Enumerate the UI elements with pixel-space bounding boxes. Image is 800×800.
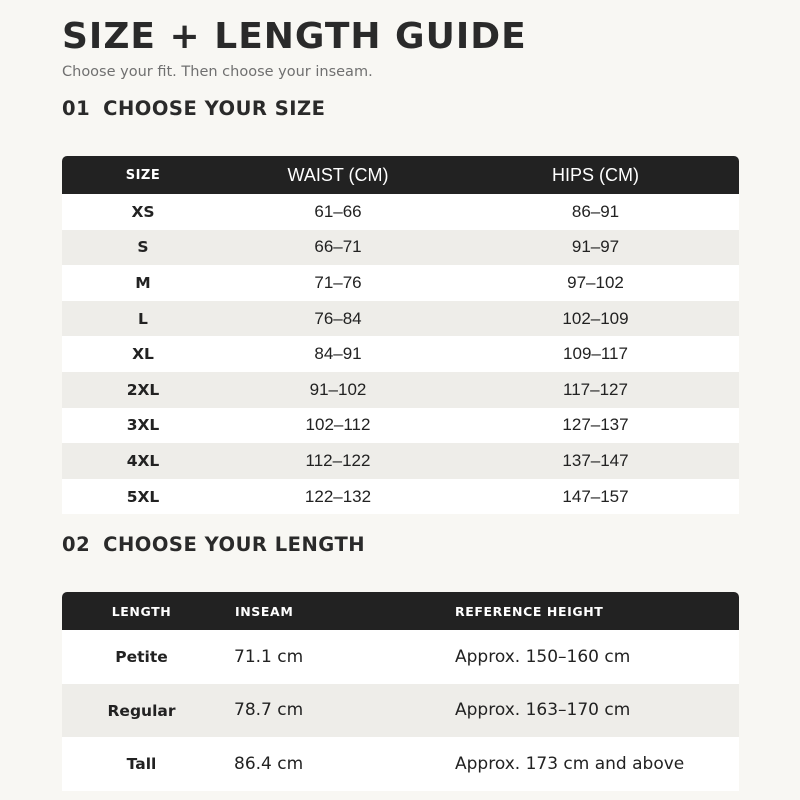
length-label: Petite: [62, 630, 221, 684]
hips-value: 147–157: [452, 479, 739, 515]
inseam-value: 86.4 cm: [221, 737, 441, 791]
length-label: Tall: [62, 737, 221, 791]
hips-value: 97–102: [452, 265, 739, 301]
length-row: [62, 684, 739, 738]
waist-value: 112–122: [224, 443, 452, 479]
hips-value: 127–137: [452, 408, 739, 444]
size-row: [62, 372, 739, 408]
reference-height-value: Approx. 163–170 cm: [441, 684, 739, 738]
length-section-title: [62, 533, 365, 556]
size-row: [62, 301, 739, 337]
size-label: M: [62, 265, 224, 301]
waist-value: 61–66: [224, 194, 452, 230]
hips-value: 137–147: [452, 443, 739, 479]
size-label: L: [62, 301, 224, 337]
size-label: 5XL: [62, 479, 224, 515]
hips-value: 102–109: [452, 301, 739, 337]
size-table: [62, 156, 739, 514]
size-row: [62, 443, 739, 479]
size-label: XS: [62, 194, 224, 230]
size-row: [62, 230, 739, 266]
hips-column-header: HIPS (CM): [452, 156, 739, 194]
inseam-value: 78.7 cm: [221, 684, 441, 738]
size-section-title: [62, 97, 325, 120]
size-row: [62, 265, 739, 301]
waist-value: 102–112: [224, 408, 452, 444]
size-row: [62, 336, 739, 372]
waist-value: 66–71: [224, 230, 452, 266]
hips-value: 109–117: [452, 336, 739, 372]
length-table: [62, 592, 739, 791]
waist-value: 76–84: [224, 301, 452, 337]
waist-column-header: WAIST (CM): [224, 156, 452, 194]
length-row: [62, 737, 739, 791]
reference-height-value: Approx. 173 cm and above: [441, 737, 739, 791]
inseam-column-header: INSEAM: [221, 592, 441, 630]
hips-value: 117–127: [452, 372, 739, 408]
length-table-header: [62, 592, 739, 630]
length-label: Regular: [62, 684, 221, 738]
size-section-number: 01: [62, 97, 91, 120]
size-label: 2XL: [62, 372, 224, 408]
size-column-header: SIZE: [62, 156, 224, 194]
waist-value: 71–76: [224, 265, 452, 301]
reference-height-value: Approx. 150–160 cm: [441, 630, 739, 684]
size-label: 4XL: [62, 443, 224, 479]
size-row: [62, 194, 739, 230]
length-section-number: 02: [62, 533, 91, 556]
page-subtitle: Choose your fit. Then choose your inseam.: [62, 64, 373, 80]
size-label: XL: [62, 336, 224, 372]
length-column-header: LENGTH: [62, 592, 221, 630]
page-title: SIZE + LENGTH GUIDE: [62, 16, 527, 57]
inseam-value: 71.1 cm: [221, 630, 441, 684]
size-label: S: [62, 230, 224, 266]
size-row: [62, 408, 739, 444]
reference-height-column-header: REFERENCE HEIGHT: [441, 592, 739, 630]
hips-value: 86–91: [452, 194, 739, 230]
waist-value: 122–132: [224, 479, 452, 515]
waist-value: 84–91: [224, 336, 452, 372]
size-row: [62, 479, 739, 515]
size-section-label: CHOOSE YOUR SIZE: [103, 97, 326, 120]
length-row: [62, 630, 739, 684]
hips-value: 91–97: [452, 230, 739, 266]
size-table-header: [62, 156, 739, 194]
waist-value: 91–102: [224, 372, 452, 408]
length-section-label: CHOOSE YOUR LENGTH: [103, 533, 366, 556]
size-label: 3XL: [62, 408, 224, 444]
